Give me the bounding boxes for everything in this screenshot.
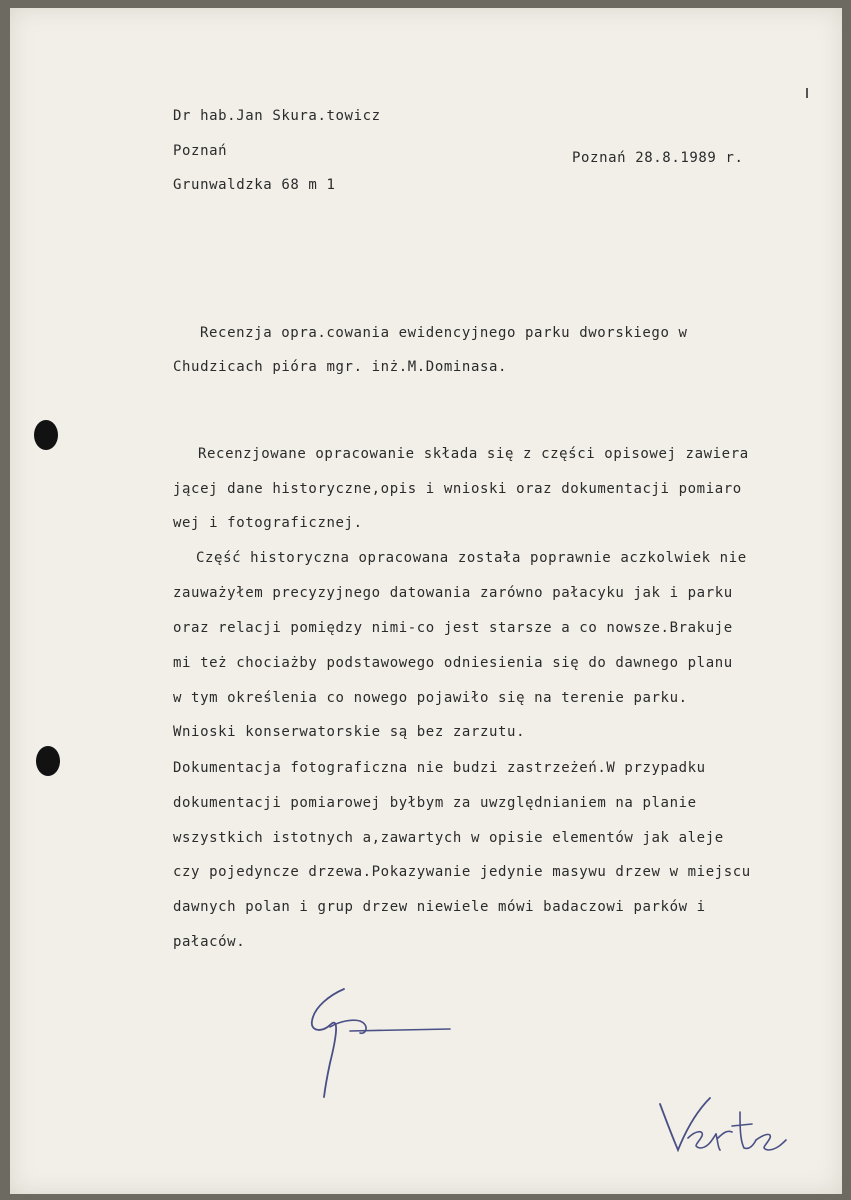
punch-hole-bottom [36, 746, 60, 776]
body-line: zauważyłem precyzyjnego datowania zarówno pałacyku jak i parku [173, 585, 733, 601]
body-line: czy pojedyncze drzewa.Pokazywanie jedynie masywu drzew w miejscu [173, 864, 751, 880]
page-mark [806, 88, 808, 98]
signature-initials [300, 985, 460, 1105]
body-line: oraz relacji pomiędzy nimi-co jest starsze a co nowsze.Brakuje [173, 620, 733, 636]
place-date: Poznań 28.8.1989 r. [572, 150, 744, 166]
sender-street: Grunwaldzka 68 m 1 [173, 177, 336, 193]
punch-hole-top [34, 420, 58, 450]
subject-line-1: Recenzja opra.cowania ewidencyjnego parku dworskiego w [200, 325, 688, 341]
body-line: w tym określenia co nowego pojawiło się na terenie parku. [173, 690, 688, 706]
body-line: Recenzjowane opracowanie składa się z części opisowej zawiera [198, 446, 749, 462]
body-line: Wnioski konserwatorskie są bez zarzutu. [173, 724, 526, 740]
body-line: mi też chociażby podstawowego odniesienia się do dawnego planu [173, 655, 733, 671]
body-line: wszystkich istotnych a,zawartych w opisie elementów jak aleje [173, 830, 724, 846]
body-line: dokumentacji pomiarowej byłbym za uwzględnianiem na planie [173, 795, 697, 811]
verte-annotation [652, 1090, 792, 1160]
body-line: Część historyczna opracowana została poprawnie aczkolwiek nie [196, 550, 747, 566]
body-line: Dokumentacja fotograficzna nie budzi zastrzeżeń.W przypadku [173, 760, 706, 776]
body-line: pałaców. [173, 934, 246, 950]
sender-name: Dr hab.Jan Skura.towicz [173, 108, 381, 124]
subject-line-2: Chudzicach pióra mgr. inż.M.Dominasa. [173, 359, 508, 375]
sender-city: Poznań [173, 143, 228, 159]
body-line: jącej dane historyczne,opis i wnioski oraz dokumentacji pomiaro [173, 481, 742, 497]
body-line: wej i fotograficznej. [173, 515, 363, 531]
body-line: dawnych polan i grup drzew niewiele mówi badaczowi parków i [173, 899, 706, 915]
